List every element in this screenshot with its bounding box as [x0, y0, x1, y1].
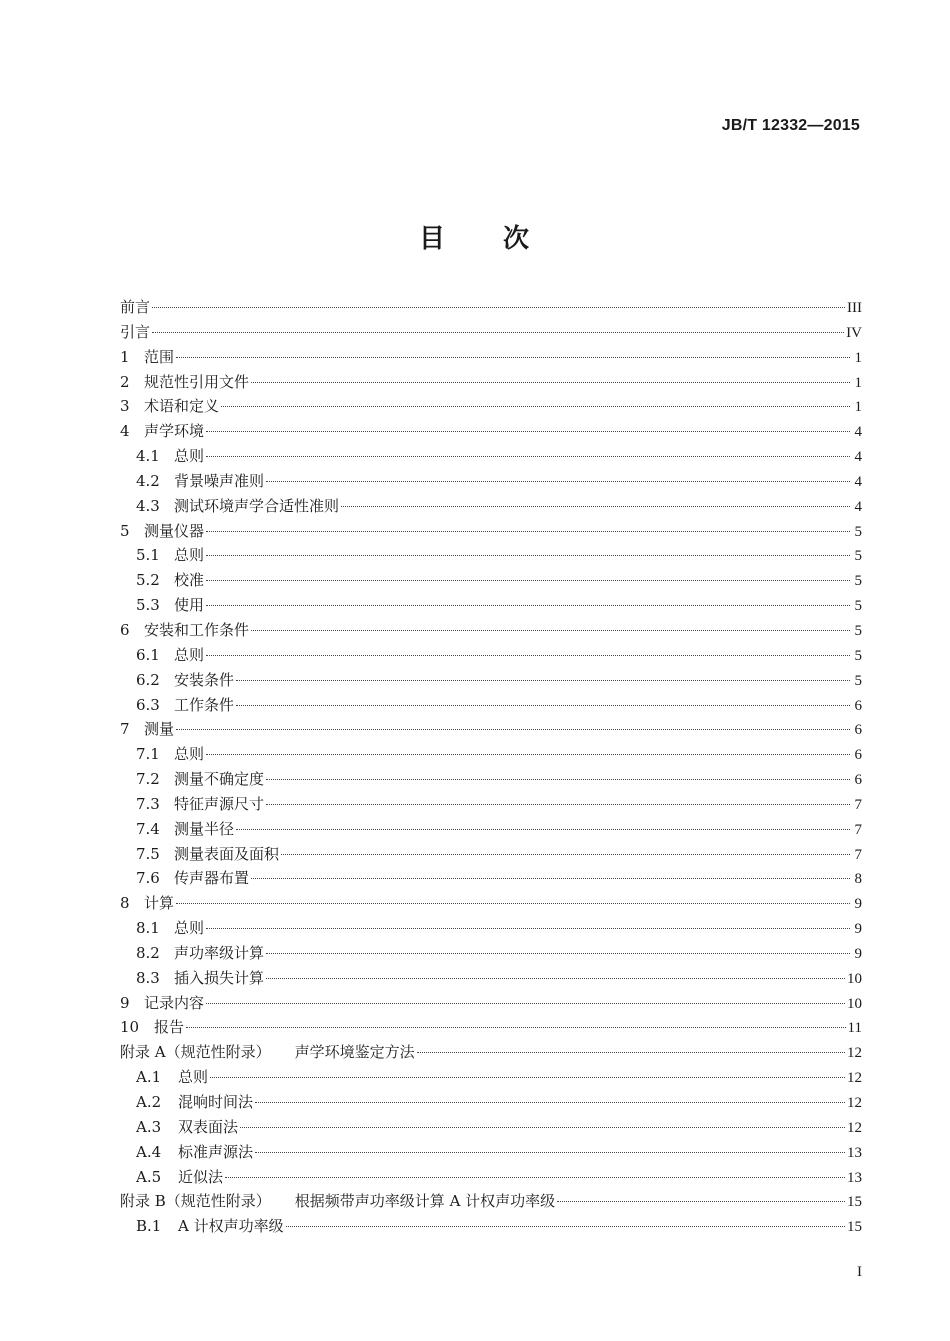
toc-leader-dots: [341, 506, 850, 507]
toc-entry-label: 规范性引用文件: [144, 372, 250, 391]
toc-entry-number: 5.2: [136, 571, 160, 590]
toc-page-number: 4: [854, 449, 862, 466]
toc-entry[interactable]: [120, 1116, 862, 1141]
toc-entry-label: A 计权声功率级: [178, 1217, 284, 1236]
toc-entry-number: A.2: [136, 1093, 162, 1111]
toc-leader-dots: [236, 680, 850, 681]
toc-entry-label: 测量仪器: [144, 521, 205, 540]
toc-entry-label: 插入损失计算: [174, 968, 265, 987]
toc-leader-dots: [206, 655, 850, 656]
toc-page-number: 9: [854, 921, 862, 938]
toc-entry-number: 10: [120, 1018, 140, 1037]
toc-page-number: 4: [854, 498, 862, 515]
toc-page-number: 15: [847, 1194, 862, 1211]
toc-appendix-label: 附录 B（规范性附录）: [120, 1192, 271, 1211]
toc-entry[interactable]: [120, 843, 862, 868]
toc-entry[interactable]: [120, 718, 862, 743]
toc-leader-dots: [206, 754, 850, 755]
toc-entry[interactable]: [120, 892, 862, 917]
toc-entry-number: 5: [120, 521, 130, 540]
toc-entry[interactable]: [120, 594, 862, 619]
toc-entry-label: 总则: [174, 546, 205, 565]
document-code: JB/T 12332—2015: [721, 117, 860, 134]
toc-leader-dots: [240, 1127, 845, 1128]
toc-leader-dots: [251, 878, 850, 879]
toc-entry-label: 测量半径: [174, 819, 235, 838]
toc-leader-dots: [206, 928, 850, 929]
toc-entry-number: 7.5: [136, 844, 160, 863]
toc-leader-dots: [206, 1003, 845, 1004]
toc-leader-dots: [266, 953, 850, 954]
toc-entry[interactable]: [120, 1091, 862, 1116]
toc-entry[interactable]: [120, 768, 862, 793]
toc-page-number: 11: [847, 1020, 862, 1037]
toc-leader-dots: [206, 605, 850, 606]
toc-page-number: 5: [854, 647, 862, 664]
toc-leader-dots: [210, 1077, 845, 1078]
toc-entry-label: 声学环境鉴定方法: [294, 1043, 415, 1062]
toc-entry[interactable]: [120, 942, 862, 967]
toc-entry-number: 7.1: [136, 745, 160, 764]
toc-entry-number: 5.1: [136, 546, 160, 565]
toc-leader-dots: [266, 978, 845, 979]
toc-entry[interactable]: [120, 669, 862, 694]
toc-entry[interactable]: [120, 743, 862, 768]
toc-entry[interactable]: [120, 1041, 862, 1066]
toc-entry-number: A.4: [136, 1142, 162, 1161]
toc-page-number: 4: [854, 424, 862, 441]
toc-entry-number: 6.1: [136, 645, 160, 664]
toc-entry-number: 8.1: [136, 919, 160, 938]
toc-entry-number: 5.3: [136, 596, 160, 615]
toc-entry[interactable]: [120, 445, 862, 470]
toc-entry-label: 声功率级计算: [174, 943, 265, 962]
toc-entry-label: 标准声源法: [178, 1142, 254, 1161]
toc-entry-label: 安装条件: [174, 670, 235, 689]
toc-entry[interactable]: [120, 818, 862, 843]
toc-page-number: 12: [847, 1095, 862, 1111]
toc-page-number: 5: [854, 672, 862, 689]
toc-entry[interactable]: [120, 1066, 862, 1091]
toc-leader-dots: [286, 1226, 845, 1227]
toc-entry-number: B.1: [136, 1217, 162, 1236]
toc-entry[interactable]: [120, 321, 862, 346]
toc-entry-number: 1: [120, 347, 130, 366]
toc-leader-dots: [236, 829, 850, 830]
toc-entry[interactable]: [120, 495, 862, 520]
toc-entry-label: 记录内容: [144, 993, 205, 1012]
toc-entry-number: 4.2: [136, 471, 160, 490]
toc-entry-label: 总则: [174, 447, 205, 466]
toc-entry-number: 2: [120, 372, 130, 391]
toc-appendix-label: 附录 A（规范性附录）: [120, 1043, 271, 1062]
toc-entry-number: 8.2: [136, 943, 160, 962]
toc-entry-label: 前言: [120, 298, 151, 316]
toc-leader-dots: [152, 332, 844, 333]
toc-page-number: 10: [847, 970, 862, 987]
toc-page-number: 5: [854, 523, 862, 540]
toc-page-number: 7: [854, 846, 862, 863]
toc-page-number: 9: [854, 945, 862, 962]
toc-leader-dots: [557, 1201, 845, 1202]
toc-page-number: III: [847, 300, 862, 316]
toc-leader-dots: [251, 382, 850, 383]
toc-entry-label: 使用: [174, 596, 205, 615]
toc-entry[interactable]: [120, 619, 862, 644]
toc-entry-label: 计算: [144, 894, 175, 913]
toc-entry[interactable]: [120, 1016, 862, 1041]
toc-entry[interactable]: [120, 395, 862, 420]
toc-entry-label: 引言: [120, 322, 151, 341]
toc-page-number: 7: [854, 796, 862, 813]
toc-entry-label: 测量表面及面积: [174, 844, 280, 863]
toc-leader-dots: [206, 555, 850, 556]
toc-entry-number: 7.3: [136, 794, 160, 813]
toc-entry-label: 总则: [174, 919, 205, 938]
toc-page-number: 8: [854, 871, 862, 888]
toc-leader-dots: [221, 406, 850, 407]
toc-page-number: 10: [847, 995, 862, 1012]
toc-page-number: 5: [854, 622, 862, 639]
toc-leader-dots: [152, 307, 845, 308]
toc-leader-dots: [206, 456, 850, 457]
page-folio: I: [857, 1264, 862, 1280]
toc-entry-number: 4.1: [136, 447, 160, 466]
toc-leader-dots: [281, 854, 850, 855]
toc-entry-label: 总则: [174, 645, 205, 664]
toc-leader-dots: [255, 1102, 845, 1103]
toc-entry[interactable]: [120, 520, 862, 545]
toc-entry-label: 特征声源尺寸: [174, 794, 265, 813]
toc-page-number: 15: [847, 1219, 862, 1236]
toc-leader-dots: [176, 903, 850, 904]
toc-entry-number: 4.3: [136, 496, 160, 515]
toc-page-number: 12: [847, 1119, 862, 1136]
toc-entry[interactable]: [120, 371, 862, 396]
toc-page-number: 9: [854, 896, 862, 913]
toc-page-number: 13: [847, 1169, 862, 1186]
toc-page-number: 13: [847, 1144, 862, 1161]
toc-entry[interactable]: [120, 967, 862, 992]
toc-entry-number: 6.2: [136, 670, 160, 689]
toc-leader-dots: [255, 1152, 845, 1153]
toc-leader-dots: [251, 630, 850, 631]
toc-entry-number: A.1: [136, 1068, 162, 1087]
toc-page-number: 5: [854, 573, 862, 590]
toc-entry-label: 总则: [174, 745, 205, 764]
toc-entry[interactable]: [120, 992, 862, 1017]
toc-entry-label: 测量不确定度: [174, 770, 265, 789]
toc-page-number: 5: [854, 598, 862, 615]
toc-entry[interactable]: [120, 1141, 862, 1166]
toc-leader-dots: [236, 705, 850, 706]
toc-entry-number: 8.3: [136, 968, 160, 987]
toc-entry-number: 4: [120, 422, 130, 441]
toc-entry-label: 双表面法: [178, 1117, 239, 1136]
toc-entry[interactable]: [120, 694, 862, 719]
toc-entry-number: 7: [120, 720, 130, 739]
toc-entry-label: 根据频带声功率级计算 A 计权声功率级: [294, 1192, 556, 1211]
table-of-contents: [120, 296, 862, 1240]
toc-entry-number: A.5: [136, 1167, 162, 1186]
toc-entry[interactable]: [120, 917, 862, 942]
toc-leader-dots: [206, 531, 850, 532]
toc-entry-number: 7.2: [136, 770, 160, 789]
toc-page-number: 1: [854, 374, 862, 391]
toc-entry-label: 总则: [178, 1068, 209, 1087]
toc-entry[interactable]: [120, 1166, 862, 1191]
toc-entry[interactable]: [120, 1190, 862, 1215]
toc-page-number: 6: [854, 747, 862, 764]
toc-entry[interactable]: [120, 346, 862, 371]
toc-entry-number: 8: [120, 894, 130, 913]
toc-entry-number: A.3: [136, 1117, 162, 1136]
toc-leader-dots: [176, 357, 850, 358]
toc-entry-label: 混响时间法: [178, 1093, 254, 1111]
toc-entry[interactable]: [120, 544, 862, 569]
toc-entry-number: 9: [120, 993, 130, 1012]
toc-entry-number: 7.6: [136, 869, 160, 888]
toc-entry-label: 测试环境声学合适性准则: [174, 496, 340, 515]
toc-entry[interactable]: [120, 296, 862, 321]
toc-entry[interactable]: [120, 470, 862, 495]
toc-entry[interactable]: [120, 569, 862, 594]
toc-leader-dots: [186, 1027, 846, 1028]
toc-entry-label: 声学环境: [144, 422, 205, 441]
toc-entry[interactable]: [120, 867, 862, 892]
toc-entry-label: 工作条件: [174, 695, 235, 714]
toc-leader-dots: [176, 729, 850, 730]
toc-page-number: 6: [854, 722, 862, 739]
toc-leader-dots: [225, 1177, 845, 1178]
toc-entry-label: 范围: [144, 347, 175, 366]
toc-page-number: 6: [854, 697, 862, 714]
toc-leader-dots: [206, 580, 850, 581]
toc-entry[interactable]: [120, 420, 862, 445]
toc-entry-number: 6: [120, 620, 130, 639]
toc-entry-label: 传声器布置: [174, 869, 250, 888]
toc-entry[interactable]: [120, 644, 862, 669]
toc-entry-label: 报告: [154, 1018, 185, 1037]
toc-page-number: 4: [854, 473, 862, 490]
toc-entry-number: 3: [120, 397, 130, 416]
toc-entry-label: 校准: [174, 571, 205, 590]
toc-page-number: 12: [847, 1070, 862, 1087]
toc-page-number: 7: [854, 821, 862, 838]
toc-entry-number: 6.3: [136, 695, 160, 714]
toc-leader-dots: [266, 804, 850, 805]
toc-entry-label: 近似法: [178, 1167, 224, 1186]
toc-page-number: 6: [854, 772, 862, 789]
toc-entry-label: 安装和工作条件: [144, 620, 250, 639]
toc-entry-number: 7.4: [136, 819, 160, 838]
toc-leader-dots: [206, 431, 850, 432]
toc-leader-dots: [266, 779, 850, 780]
toc-entry[interactable]: [120, 793, 862, 818]
toc-page-number: IV: [846, 324, 862, 341]
toc-entry-label: 测量: [144, 720, 175, 739]
toc-entry[interactable]: [120, 1215, 862, 1240]
toc-page-number: 1: [854, 349, 862, 366]
toc-page-number: 12: [847, 1045, 862, 1062]
toc-page-number: 5: [854, 548, 862, 565]
toc-leader-dots: [417, 1052, 845, 1053]
page-title: 目 次: [418, 224, 531, 254]
toc-entry-label: 术语和定义: [144, 397, 220, 416]
toc-leader-dots: [266, 481, 850, 482]
toc-page-number: 1: [854, 399, 862, 416]
toc-entry-label: 背景噪声准则: [174, 471, 265, 490]
